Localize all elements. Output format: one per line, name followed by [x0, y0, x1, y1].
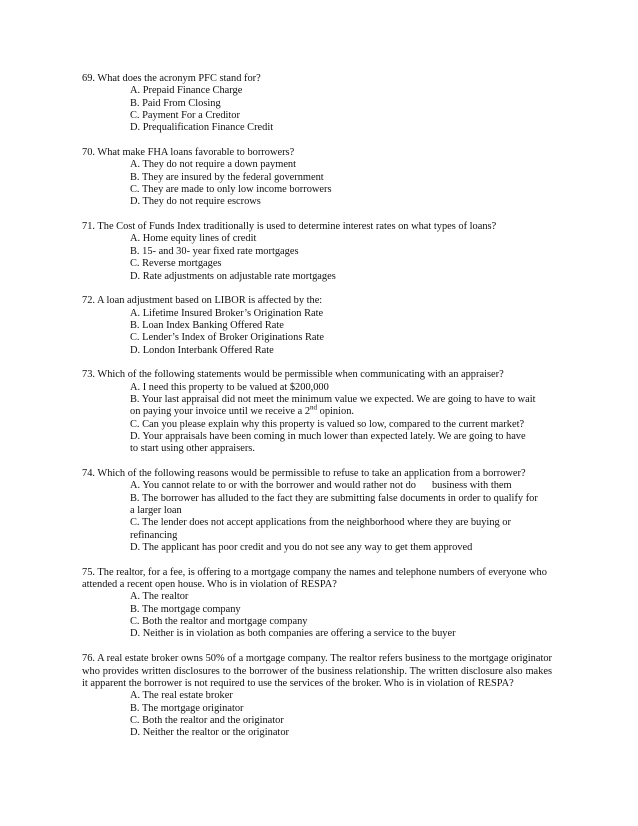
answer-option-b: B. 15- and 30- year fixed rate mortgages — [130, 245, 299, 257]
answer-option-d-line-1: D. Your appraisals have been coming in much lower than expected lately. We are going to have — [130, 430, 526, 442]
question-75 — [82, 567, 552, 641]
ordinal-suffix: nd — [310, 403, 318, 412]
answer-option-c — [130, 517, 552, 542]
answer-option-b: B. They are insured by the federal government — [130, 171, 324, 183]
question-text: 74. Which of the following reasons would be permissible to refuse to take an application from a borrower? — [82, 468, 526, 479]
question-text: 73. Which of the following statements would be permissible when communicating with an appraiser? — [82, 369, 504, 381]
question-76 — [82, 653, 552, 739]
answer-option-b-line-2-end: opinion. — [317, 406, 354, 418]
answer-option-c-line-1: C. The lender does not accept applications from the neighborhood where they are buying or — [130, 517, 511, 529]
answer-option-c: C. Both the realtor and mortgage company — [130, 616, 308, 628]
answer-option-a: A. I need this property to be valued at $200,000 — [130, 381, 329, 393]
answer-option-b: B. Paid From Closing — [130, 97, 221, 109]
question-70 — [82, 147, 552, 209]
answer-option-a: A. They do not require a down payment — [130, 159, 297, 171]
answer-option-a — [130, 480, 552, 492]
answer-option-d — [130, 431, 552, 456]
answer-option-b-line-2: on paying your invoice until we receive a 2 — [130, 406, 311, 418]
answer-option-b-line-2: a larger loan — [130, 505, 182, 517]
answer-option-b: B. The mortgage originator — [130, 702, 244, 714]
question-73 — [82, 369, 552, 455]
answer-option-a-end: business with them — [431, 480, 512, 492]
document-page — [82, 73, 552, 752]
answer-option-d: D. Neither is in violation as both companies are offering a service to the buyer — [130, 628, 456, 640]
answer-option-d-line-2: to start using other appraisers. — [130, 443, 255, 455]
answer-option-b — [130, 394, 552, 419]
question-69 — [82, 73, 552, 135]
question-text: 69. What does the acronym PFC stand for? — [82, 73, 261, 84]
answer-option-c: C. Reverse mortgages — [130, 258, 222, 270]
answer-option-d: D. Neither the realtor or the originator — [130, 727, 289, 739]
question-text: 76. A real estate broker owns 50% of a mortgage company. The realtor refers business to the mortgage originator who provides written disclosures to the borrower of the business relationship. The written disclosure also makes it apparent the borrower is not required to use the services of the broker. Who is in violation of RESPA? — [82, 653, 552, 689]
answer-option-b: B. Loan Index Banking Offered Rate — [130, 319, 284, 331]
answer-option-d: D. The applicant has poor credit and you do not see any way to get them approved — [130, 542, 473, 554]
answer-option-d: D. Rate adjustments on adjustable rate mortgages — [130, 270, 336, 282]
answer-option-a: A. The real estate broker — [130, 690, 233, 702]
answer-option-b-line-1: B. Your last appraisal did not meet the minimum value we expected. We are going to have to wait — [130, 393, 536, 405]
question-71 — [82, 221, 552, 283]
answer-option-a: A. Prepaid Finance Charge — [130, 85, 243, 97]
answer-option-c: C. Payment For a Creditor — [130, 110, 240, 122]
answer-option-b-line-1: B. The borrower has alluded to the fact they are submitting false documents in order to qualify for — [130, 492, 538, 504]
answer-option-d: D. They do not require escrows — [130, 196, 261, 208]
answer-option-b: B. The mortgage company — [130, 603, 241, 615]
answer-option-a: A. The realtor — [130, 591, 189, 603]
answer-option-a: A. Lifetime Insured Broker’s Origination Rate — [130, 307, 324, 319]
answer-option-b — [130, 493, 552, 518]
question-72 — [82, 295, 552, 357]
answer-option-c: C. Both the realtor and the originator — [130, 714, 284, 726]
answer-option-c: C. Can you please explain why this property is valued so low, compared to the current market? — [130, 418, 525, 430]
answer-option-a-start: A. You cannot relate to or with the borrower and would rather not do — [130, 480, 416, 492]
answer-option-c: C. They are made to only low income borrowers — [130, 184, 332, 196]
question-text: 75. The realtor, for a fee, is offering to a mortgage company the names and telephone numbers of everyone who attended a recent open house. Who is in violation of RESPA? — [82, 566, 547, 591]
answer-option-c: C. Lender’s Index of Broker Originations Rate — [130, 332, 325, 344]
answer-option-c-line-2: refinancing — [130, 529, 178, 541]
answer-option-d: D. London Interbank Offered Rate — [130, 344, 274, 356]
question-text: 72. A loan adjustment based on LIBOR is affected by the: — [82, 295, 323, 307]
question-74 — [82, 468, 552, 554]
answer-option-a: A. Home equity lines of credit — [130, 233, 257, 245]
answer-option-d: D. Prequalification Finance Credit — [130, 122, 274, 134]
question-text: 71. The Cost of Funds Index traditionally is used to determine interest rates on what types of loans? — [82, 221, 497, 233]
question-text: 70. What make FHA loans favorable to borrowers? — [82, 147, 295, 159]
